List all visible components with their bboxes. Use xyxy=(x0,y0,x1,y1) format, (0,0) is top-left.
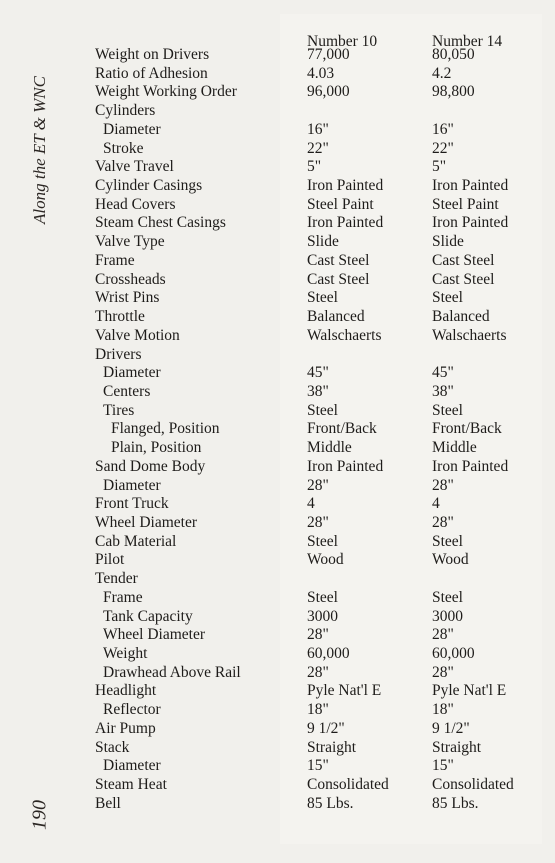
table-row xyxy=(0,458,555,476)
table-row xyxy=(0,514,555,532)
value-number-10: Iron Painted xyxy=(307,177,384,195)
value-number-10: Steel xyxy=(307,289,338,307)
row-label: Throttle xyxy=(95,308,145,326)
table-row xyxy=(0,346,555,364)
table-row xyxy=(0,551,555,569)
value-number-14: Middle xyxy=(432,439,477,457)
value-number-14: 38" xyxy=(432,382,454,400)
value-number-14: 85 Lbs. xyxy=(432,794,479,812)
row-label: Valve Type xyxy=(95,233,165,251)
value-number-10: 9 1/2" xyxy=(307,719,345,737)
value-number-14: 4.2 xyxy=(432,64,452,82)
row-label: Pilot xyxy=(95,551,125,569)
table-row xyxy=(0,608,555,626)
row-label: Cylinders xyxy=(95,102,156,120)
row-label: Diameter xyxy=(103,364,161,382)
row-label: Sand Dome Body xyxy=(95,457,206,475)
table-row xyxy=(0,83,555,101)
value-number-14: Steel Paint xyxy=(432,195,499,213)
row-label: Diameter xyxy=(103,120,161,138)
value-number-14: 28" xyxy=(432,663,454,681)
row-label: Diameter xyxy=(103,757,161,775)
value-number-10: 77,000 xyxy=(307,46,350,63)
value-number-10: 15" xyxy=(307,757,329,775)
table-row xyxy=(0,196,555,214)
column-header-number-14: Number 14 xyxy=(432,33,503,50)
value-number-10: Steel xyxy=(307,532,338,550)
table-row xyxy=(0,495,555,513)
value-number-14: Steel xyxy=(432,588,463,606)
table-row xyxy=(0,364,555,382)
value-number-14: Iron Painted xyxy=(432,457,509,475)
value-number-14: Cast Steel xyxy=(432,251,495,269)
value-number-10: Iron Painted xyxy=(307,214,384,232)
row-label: Weight Working Order xyxy=(95,83,237,101)
value-number-14: Balanced xyxy=(432,308,490,326)
value-number-10: Steel Paint xyxy=(307,195,374,213)
row-label: Wrist Pins xyxy=(95,289,160,307)
value-number-10: 28" xyxy=(307,663,329,681)
running-head-text: Along the ET & WNC xyxy=(30,76,49,224)
row-label: Stroke xyxy=(103,139,144,157)
table-row xyxy=(0,664,555,682)
row-label: Steam Heat xyxy=(95,776,167,794)
value-number-14: Walschaerts xyxy=(432,326,507,344)
table-row xyxy=(0,570,555,588)
row-label: Headlight xyxy=(95,682,157,700)
row-label: Cylinder Casings xyxy=(95,177,203,195)
table-row xyxy=(0,121,555,139)
value-number-14: Steel xyxy=(432,289,463,307)
table-row xyxy=(0,701,555,719)
value-number-10: Cast Steel xyxy=(307,270,370,288)
value-number-10: 96,000 xyxy=(307,83,350,101)
row-label: Head Covers xyxy=(95,195,176,213)
value-number-10: 4 xyxy=(307,495,315,513)
table-row xyxy=(0,327,555,345)
value-number-14: 3000 xyxy=(432,607,463,625)
value-number-10: Wood xyxy=(307,551,344,569)
value-number-14: 15" xyxy=(432,757,454,775)
value-number-10: Balanced xyxy=(307,308,365,326)
value-number-10: 28" xyxy=(307,476,329,494)
value-number-10: Iron Painted xyxy=(307,457,384,475)
table-row xyxy=(0,65,555,83)
table-row xyxy=(0,720,555,738)
table-row xyxy=(0,420,555,438)
table-row xyxy=(0,682,555,700)
value-number-10: Walschaerts xyxy=(307,326,382,344)
value-number-14: 98,800 xyxy=(432,83,475,101)
row-label: Steam Chest Casings xyxy=(95,214,226,232)
row-label: Tender xyxy=(95,570,138,588)
row-label: Stack xyxy=(95,738,130,756)
value-number-14: Wood xyxy=(432,551,469,569)
value-number-10: 60,000 xyxy=(307,645,350,663)
row-label: Bell xyxy=(95,794,121,812)
table-row xyxy=(0,383,555,401)
table-row xyxy=(0,158,555,176)
value-number-14: 80,050 xyxy=(432,46,475,63)
value-number-10: Middle xyxy=(307,439,352,457)
value-number-14: 4 xyxy=(432,495,440,513)
value-number-10: Steel xyxy=(307,588,338,606)
table-row xyxy=(0,233,555,251)
table-row xyxy=(0,739,555,757)
value-number-10: 28" xyxy=(307,626,329,644)
table-row xyxy=(0,626,555,644)
row-label: Flanged, Position xyxy=(111,420,220,438)
value-number-14: Steel xyxy=(432,532,463,550)
value-number-14: Cast Steel xyxy=(432,270,495,288)
value-number-10: 4.03 xyxy=(307,64,335,82)
table-row xyxy=(0,289,555,307)
value-number-10: Slide xyxy=(307,233,339,251)
row-label: Ratio of Adhesion xyxy=(95,64,208,82)
value-number-14: 45" xyxy=(432,364,454,382)
row-label: Wheel Diameter xyxy=(103,626,205,644)
value-number-10: 16" xyxy=(307,120,329,138)
value-number-14: Straight xyxy=(432,738,482,756)
row-label: Wheel Diameter xyxy=(95,514,197,531)
value-number-10: Steel xyxy=(307,401,338,419)
row-label: Drawhead Above Rail xyxy=(103,663,241,681)
value-number-10: Cast Steel xyxy=(307,251,370,269)
table-row xyxy=(0,477,555,495)
row-label: Front Truck xyxy=(95,495,169,513)
value-number-10: Pyle Nat'l E xyxy=(307,682,382,700)
row-label: Tires xyxy=(103,401,135,419)
table-row xyxy=(0,589,555,607)
value-number-10: 5" xyxy=(307,158,322,176)
value-number-10: 3000 xyxy=(307,607,338,625)
value-number-14: 16" xyxy=(432,120,454,138)
row-label: Cab Material xyxy=(95,532,177,550)
value-number-14: 18" xyxy=(432,701,454,719)
value-number-10: Consolidated xyxy=(307,776,389,794)
row-label: Crossheads xyxy=(95,270,166,288)
value-number-10: 85 Lbs. xyxy=(307,794,354,812)
row-label: Tank Capacity xyxy=(103,607,193,625)
value-number-14: Steel xyxy=(432,401,463,419)
value-number-10: 38" xyxy=(307,382,329,400)
table-row xyxy=(0,46,555,64)
column-header-number-10: Number 10 xyxy=(307,33,378,50)
table-row xyxy=(0,177,555,195)
row-label: Air Pump xyxy=(95,719,156,737)
page-number-text: 190 xyxy=(28,800,51,830)
row-label: Centers xyxy=(103,382,151,400)
value-number-14: 28" xyxy=(432,514,454,531)
value-number-14: 5" xyxy=(432,158,447,176)
row-label: Valve Travel xyxy=(95,158,174,176)
row-label: Frame xyxy=(103,588,143,606)
row-label: Weight xyxy=(103,645,148,663)
row-label: Valve Motion xyxy=(95,326,180,344)
value-number-14: 28" xyxy=(432,476,454,494)
value-number-14: Consolidated xyxy=(432,776,514,794)
value-number-10: 45" xyxy=(307,364,329,382)
table-row xyxy=(0,102,555,120)
row-label: Weight on Drivers xyxy=(95,46,210,63)
table-row xyxy=(0,439,555,457)
value-number-14: Slide xyxy=(432,233,464,251)
row-label: Reflector xyxy=(103,701,161,719)
value-number-14: 22" xyxy=(432,139,454,157)
value-number-14: Iron Painted xyxy=(432,214,509,232)
value-number-10: Straight xyxy=(307,738,357,756)
table-row xyxy=(0,271,555,289)
table-row xyxy=(0,757,555,775)
table-row xyxy=(0,308,555,326)
value-number-10: 28" xyxy=(307,514,329,531)
table-row xyxy=(0,533,555,551)
row-label: Frame xyxy=(95,251,135,269)
table-row xyxy=(0,795,555,813)
table-row xyxy=(0,252,555,270)
table-row xyxy=(0,402,555,420)
value-number-10: Front/Back xyxy=(307,420,377,438)
table-row xyxy=(0,776,555,794)
table-row xyxy=(0,214,555,232)
value-number-14: 9 1/2" xyxy=(432,719,470,737)
table-row xyxy=(0,140,555,158)
value-number-10: 18" xyxy=(307,701,329,719)
row-label: Plain, Position xyxy=(111,439,202,457)
row-label: Drivers xyxy=(95,345,142,363)
value-number-14: 28" xyxy=(432,626,454,644)
value-number-14: 60,000 xyxy=(432,645,475,663)
value-number-14: Front/Back xyxy=(432,420,502,438)
table-row xyxy=(0,645,555,663)
value-number-10: 22" xyxy=(307,139,329,157)
row-label: Diameter xyxy=(103,476,161,494)
value-number-14: Pyle Nat'l E xyxy=(432,682,507,700)
value-number-14: Iron Painted xyxy=(432,177,509,195)
